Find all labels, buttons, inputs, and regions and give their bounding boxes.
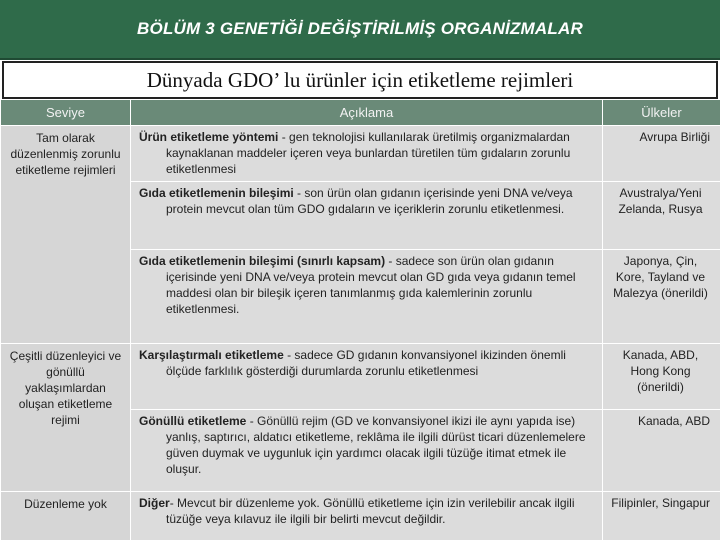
regime-description: - Gönüllü rejim (GD ve konvansiyonel ikizi ile aynı yapıda ise) yanlış, saptırıcı, aldatıcı etiketleme, reklâma ile ilgili dürüst ticari düzenlemelere güven duymak ve uygunluk için yardımcı olacak ilgili tüzüğe itimat etmek ile oluşur. — [166, 414, 586, 476]
countries-cell — [603, 492, 720, 540]
countries-text: Kanada, ABD, Hong Kong (önerildi) — [622, 348, 699, 394]
slide-title: Dünyada GDO’ lu ürünler için etiketleme rejimleri — [146, 67, 574, 92]
description-cell — [131, 410, 603, 492]
countries-cell — [603, 126, 720, 182]
regime-description: - gen teknolojisi kullanılarak üretilmiş organizmalardan kaynaklanan maddeler içeren veya bunlardan türetilen tüm gıdaların zorunlu etiketlenmesi — [166, 130, 571, 176]
countries-text: Avustralya/Yeni Zelanda, Rusya — [618, 186, 703, 216]
regime-description: - Mevcut bir düzenleme yok. Gönüllü etiketleme için izin verilebilir ancak ilgili tüzüğe veya kılavuz ile ilgili bir belirti mevcut değildir. — [166, 496, 575, 526]
column-header-description: Açıklama — [131, 100, 603, 126]
table-row — [1, 126, 720, 182]
regime-name: Ürün etiketleme yöntemi — [139, 130, 279, 144]
chapter-title: BÖLÜM 3 GENETİĞİ DEĞİŞTİRİLMİŞ ORGANİZMALAR — [137, 19, 583, 38]
table-row — [1, 492, 720, 540]
level-cell: Tam olarak düzenlenmiş zorunlu etiketleme rejimleri — [1, 126, 131, 344]
regime-name: Gıda etiketlemenin bileşimi — [139, 186, 294, 200]
countries-text: Japonya, Çin, Kore, Tayland ve Malezya (önerildi) — [613, 254, 708, 300]
countries-text: Kanada, ABD — [637, 414, 710, 428]
chapter-header — [0, 0, 720, 60]
regime-name: Gıda etiketlemenin bileşimi (sınırlı kapsam) — [139, 254, 386, 268]
regime-name: Karşılaştırmalı etiketleme — [139, 348, 284, 362]
description-cell — [131, 344, 603, 410]
table-header-row — [1, 100, 720, 126]
regime-description: - sadece GD gıdanın konvansiyonel ikizinden önemli ölçüde farklılık gösterdiği durumlarda zorunlu etiketlenmesi — [166, 348, 566, 378]
column-header-level: Seviye — [1, 100, 131, 126]
regime-description: - sadece son ürün olan gıdanın içerisinde yeni DNA ve/veya protein mevcut olan GD gıda veya gıdanın temel maddesi olan bir bileşik içeren tanımlanmış gıda kalemlerinin zorunlu etiketlenmesi. — [166, 254, 576, 316]
labeling-regimes-table — [0, 99, 720, 540]
regime-name: Gönüllü etiketleme — [139, 414, 247, 428]
countries-cell — [603, 250, 720, 344]
description-cell — [131, 182, 603, 250]
table-row — [1, 344, 720, 410]
regime-name: Diğer — [139, 496, 170, 510]
column-header-countries: Ülkeler — [603, 100, 720, 126]
countries-text: Filipinler, Singapur — [611, 496, 710, 510]
description-cell — [131, 126, 603, 182]
regime-description: - son ürün olan gıdanın içerisinde yeni DNA ve/veya protein mevcut olan tüm GDO gıdaların ve içeriklerin zorunlu etiketlenmesi. — [166, 186, 573, 216]
description-cell — [131, 492, 603, 540]
level-cell: Düzenleme yok — [1, 492, 131, 540]
countries-cell — [603, 182, 720, 250]
level-cell: Çeşitli düzenleyici ve gönüllü yaklaşımlardan oluşan etiketleme rejimi — [1, 344, 131, 492]
countries-text: Avrupa Birliği — [639, 130, 710, 144]
countries-cell — [603, 410, 720, 492]
slide-title-box — [2, 61, 718, 99]
countries-cell — [603, 344, 720, 410]
description-cell — [131, 250, 603, 344]
